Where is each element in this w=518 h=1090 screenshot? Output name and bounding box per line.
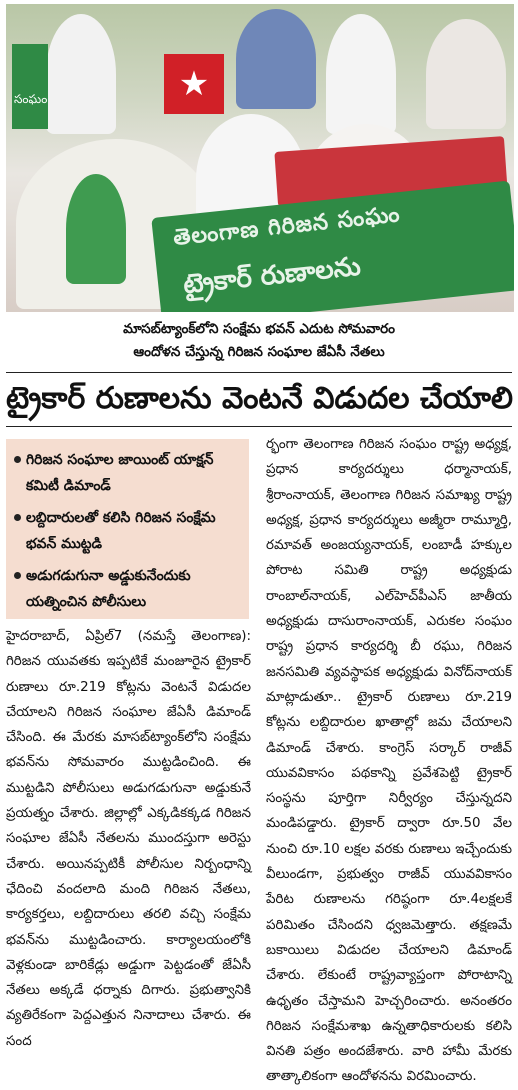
body-paragraph: హైదరాబాద్, ఏప్రిల్7 (నమస్తే తెలంగాణ): గిరిజన యువతకు ఇప్పటికే మంజూరైన ట్రైకార్ రుణాలు రూ.219 కోట్లను వెంటనే విడుదల చేయాలని గిరిజన సంఘాల జేఏసీ డిమాండ్ చేసింది. ఈ మేరకు మాసబ్‌ట్యాంక్‌లోని సంక్షేమ భవన్‌ను సోమవారం ముట్టడించింది. ఈ ముట్టడిని పోలీసులు అడుగడుగునా అడ్డుకునే ప్రయత్నం చేశారు. జిల్లాల్లో ఎక్కడికక్కడ గిరిజన సంఘాల జేఏసీ నేతలను ముందస్తుగా అరెస్టు చేశారు. అయినప్పటికీ పోలీసుల నిర్బంధాన్ని ఛేదించి వందలాది మంది గిరిజన నేతలు, కార్యకర్తలు, లబ్దిదారులు తరలి వచ్చి సంక్షేమ భవన్‌ను ముట్టడించారు. కార్యాలయంలోకి వెళ్లకుండా బారికేడ్లు అడ్డుగా పెట్టడంతో జేఏసీ నేతలు అక్కడే ధర్నాకు దిగారు. ప్రభుత్వానికి వ్యతిరేకంగా పెద్దఎత్తున నినాదాలు చేశారు. ఈ సంద: [6, 629, 251, 1049]
bullet-icon: [14, 456, 21, 463]
highlight-item: గిరిజన సంఘాల జాయింట్ యాక్షన్ కమిటీ డిమాండ్: [14, 447, 246, 499]
bullet-icon: [14, 514, 21, 521]
highlight-item: అడుగడుగునా అడ్డుకునేందుకు యత్నించిన పోలీసులు: [14, 563, 246, 615]
highlights-box: [6, 439, 249, 619]
green-flag: సంఘం: [12, 44, 48, 129]
protest-photo: [6, 4, 514, 312]
green-banner: తెలంగాణ గిరిజన సంఘం ట్రైకార్ రుణాలను: [151, 180, 514, 312]
article-body-left: [6, 624, 251, 1054]
top-divider: [6, 372, 512, 373]
highlight-item: లబ్దిదారులతో కలిసి గిరిజన సంక్షేమ భవన్ ముట్టడి: [14, 505, 246, 557]
bullet-icon: [14, 572, 21, 579]
article-body-right: [266, 432, 512, 1090]
red-star-flag: ★: [164, 54, 224, 114]
caption-line-2: ఆందోళన చేస్తున్న గిరిజన సంఘాల జేఏసీ నేతలు: [133, 344, 385, 360]
photo-caption: [0, 318, 518, 364]
caption-line-1: మాసబ్‌ట్యాంక్‌లోని సంక్షేమ భవన్ ఎదుట సోమవారం: [123, 321, 395, 337]
headline-divider: [6, 426, 512, 427]
body-paragraph: ర్భంగా తెలంగాణ గిరిజన సంఘం రాష్ట్ర అధ్యక్ష, ప్రధాన కార్యదర్శులు ధర్మానాయక్, శ్రీరాంనాయక్, తెలంగాణ గిరిజన సమాఖ్య రాష్ట్ర అధ్యక్ష, ప్రధాన కార్యదర్శులు అజ్మీరా రామ్మూర్తి, రమావత్ అంజయ్యనాయక్, లంబాడీ హక్కుల పోరాట సమితి రాష్ట్ర అధ్యక్షుడు రాంబాల్‌నాయక్, ఎల్‌హెచ్‌పీఎస్ జాతీయ అధ్యక్షుడు దాసురాంనాయక్, ఎరుకల సంఘం రాష్ట్ర ప్రధాన కార్యదర్శి బీ రఘు, గిరిజన జనసమితి వ్యవస్థాపక అధ్యక్షుడు వినోద్‌నాయక్ మాట్లాడుతూ.. ట్రైకార్ రుణాలు రూ.219 కోట్లను లబ్దిదారుల ఖాతాల్లో జమ చేయాలని డిమాండ్ చేశారు. కాంగ్రెస్ సర్కార్ రాజీవ్ యువవికాసం పథకాన్ని ప్రవేశపెట్టి ట్రైకార్ సంస్థను పూర్తిగా నిర్వీర్యం చేస్తున్నదని మండిపడ్డారు. ట్రైకార్ ద్వారా రూ.50 వేల నుంచి రూ.10 లక్షల వరకు రుణాలు ఇచ్చేందుకు వీలుండగా, ప్రభుత్వం రాజీవ్ యువవికాసం పేరిట రుణాలను గరిష్ఠంగా రూ.4లక్షలకే పరిమితం చేసిందని ధ్వజమెత్తారు. తక్షణమే బకాయిలు విడుదల చేయాలని డిమాండ్ చేశారు. లేకుంటే రాష్ట్రవ్యాప్తంగా పోరాటాన్ని ఉధృతం చేస్తామని హెచ్చరించారు. అనంతరం గిరిజన సంక్షేమశాఖ ఉన్నతాధికారులకు కలిసి వినతి పత్రం అందజేశారు. వారి హామీ మేరకు తాత్కాలికంగా ఆందోళనను విరమించారు.: [266, 437, 512, 1085]
article-headline: ట్రైకార్ రుణాలను వెంటనే విడుదల చేయాలి: [6, 381, 513, 416]
